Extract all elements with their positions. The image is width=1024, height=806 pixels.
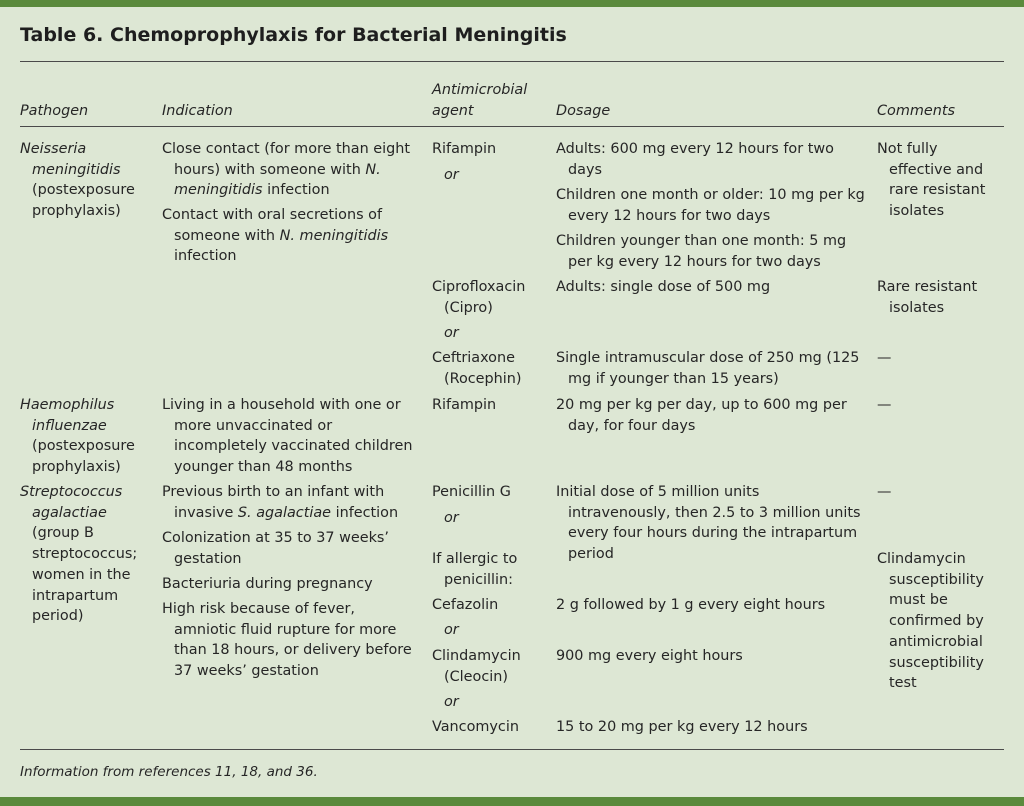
pathogen-haemophilus-name: Haemophilus influenzae — [20, 397, 115, 434]
header-agent-line1: Antimicrobial — [432, 82, 528, 98]
bottom-rule — [20, 749, 1004, 750]
agent-ceftriaxone: Ceftriaxone (Rocephin) — [432, 350, 522, 387]
dose-neisseria-1c: Children younger than one month: 5 mg per kg every 12 hours for two days — [556, 233, 847, 270]
agent-clindamycin: Clindamycin (Cleocin) — [432, 648, 521, 685]
dose-strep-1: Initial dose of 5 million units intravenously, then 2.5 to 3 million units every four hours during the intrapartum period — [556, 484, 861, 563]
comment-neisseria-1: Not fully effective and rare resistant isolates — [877, 141, 986, 220]
header-agent-line2: agent — [432, 102, 474, 119]
pathogen-neisseria-note: (postexposure prophylaxis) — [32, 182, 135, 220]
indication-neisseria-1: Close contact (for more than eight hours) with someone with N. meningitidis infection — [162, 141, 411, 199]
indication-strep-1: Previous birth to an infant with invasive S. agalactiae infection — [162, 484, 399, 521]
agent-ciprofloxacin: Ciprofloxacin (Cipro) — [432, 279, 526, 316]
indication-haemophilus: Living in a household with one or more unvaccinated or incompletely vaccinated children younger than 48 months — [162, 397, 413, 476]
allergic-label: If allergic to penicillin: — [432, 551, 518, 588]
pathogen-haemophilus-note: (postexposure prophylaxis) — [32, 438, 135, 476]
dose-neisseria-1b: Children one month or older: 10 mg per kg every 12 hours for two days — [556, 187, 865, 224]
table-title: Table 6. Chemoprophylaxis for Bacterial Meningitis — [20, 24, 567, 46]
comment-strep-1: — — [877, 484, 892, 500]
dose-haemophilus: 20 mg per kg per day, up to 600 mg per day, for four days — [556, 397, 847, 434]
dose-strep-2: 2 g followed by 1 g every eight hours — [556, 597, 826, 613]
agent-or-5: or — [444, 694, 459, 710]
header-comments: Comments — [877, 103, 956, 119]
indication-strep-2: Colonization at 35 to 37 weeks’ gestation — [162, 530, 389, 567]
dose-neisseria-2: Adults: single dose of 500 mg — [556, 279, 771, 295]
agent-or-3: or — [444, 510, 459, 526]
indication-strep-4: High risk because of fever, amniotic fluid rupture for more than 18 hours, or delivery before 37 weeks’ gestation — [162, 601, 412, 680]
bottom-accent-bar — [0, 797, 1024, 806]
agent-or-4: or — [444, 622, 459, 638]
footnote: Information from references 11, 18, and 36. — [20, 764, 318, 780]
comment-strep-2: Clindamycin susceptibility must be confirmed by antimicrobial susceptibility test — [877, 551, 984, 692]
dose-strep-3: 900 mg every eight hours — [556, 648, 743, 664]
pathogen-haemophilus — [20, 395, 155, 478]
pathogen-neisseria — [20, 139, 155, 222]
header-pathogen: Pathogen — [20, 103, 89, 119]
indication-strep-3: Bacteriuria during pregnancy — [162, 576, 373, 592]
header-rule — [20, 126, 1004, 127]
comment-haemophilus: — — [877, 397, 892, 413]
dose-neisseria-3: Single intramuscular dose of 250 mg (125 mg if younger than 15 years) — [556, 350, 860, 387]
agent-or-2: or — [444, 325, 459, 341]
pathogen-streptococcus-note: (group B streptococcus; women in the intrapartum period) — [32, 525, 138, 625]
pathogen-streptococcus-name: Streptococcus agalactiae — [20, 484, 123, 521]
agent-penicillin-g: Penicillin G — [432, 484, 511, 500]
dose-neisseria-1a: Adults: 600 mg every 12 hours for two days — [556, 141, 834, 178]
agent-vancomycin: Vancomycin — [432, 719, 519, 735]
comment-neisseria-2: Rare resistant isolates — [877, 279, 978, 316]
agent-rifampin-2: Rifampin — [432, 397, 497, 413]
agent-or-1: or — [444, 167, 459, 183]
header-dosage: Dosage — [556, 103, 611, 119]
agent-rifampin-1: Rifampin — [432, 141, 497, 157]
comment-neisseria-3: — — [877, 350, 892, 366]
header-indication: Indication — [162, 103, 233, 119]
dose-strep-4: 15 to 20 mg per kg every 12 hours — [556, 719, 808, 735]
top-accent-bar — [0, 0, 1024, 7]
pathogen-streptococcus — [20, 482, 155, 627]
title-rule — [20, 61, 1004, 62]
pathogen-neisseria-name: Neisseria meningitidis — [20, 141, 121, 178]
indication-neisseria-2: Contact with oral secretions of someone with N. meningitidis infection — [162, 207, 389, 265]
agent-cefazolin: Cefazolin — [432, 597, 499, 613]
header-agent — [432, 80, 552, 121]
